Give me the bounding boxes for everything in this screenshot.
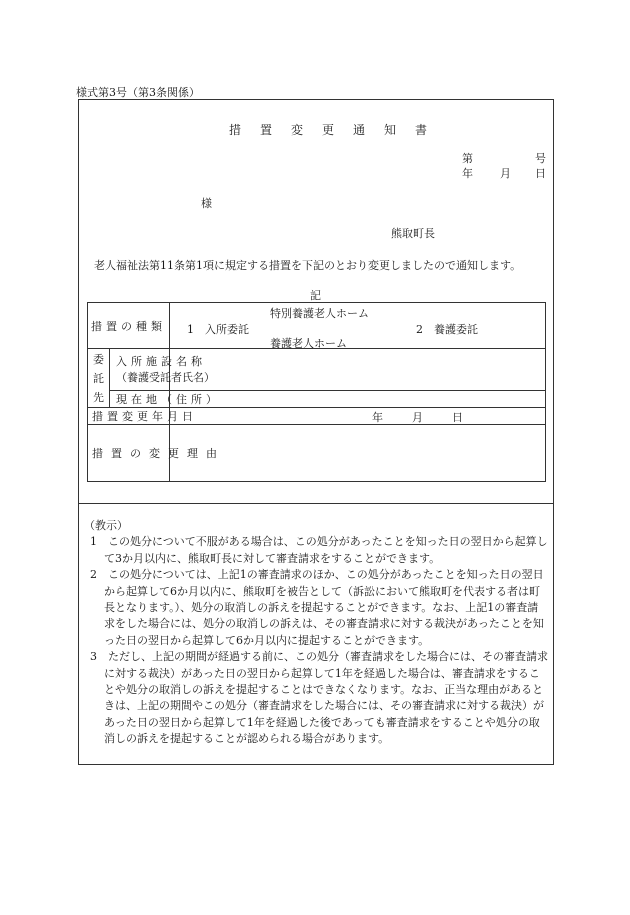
change-reason-value-cell bbox=[170, 425, 546, 482]
ki-label: 記 bbox=[310, 289, 321, 302]
date-year: 年 bbox=[462, 167, 473, 180]
table-row bbox=[88, 408, 546, 425]
change-reason-label: 措置の変更理由 bbox=[92, 447, 225, 460]
notice-item-1: 1 この処分について不服がある場合は、この処分があったことを知った日の翌日から起算して3か月以内に、熊取町長に対して審査請求をすることができます。 bbox=[90, 535, 548, 565]
entrust-label-cell bbox=[88, 349, 110, 408]
option-2: 2 養護委託 bbox=[416, 323, 478, 336]
measure-type-label-cell bbox=[88, 303, 170, 349]
notice-item-3: 3 ただし、上記の期間が経過する前に、この処分（審査請求をした場合には、その審査請求に対する裁決）があった日の翌日から起算して1年を経過した場合は、審査請求をすることや処分の取消しの訴えを提起することはできなくなります。なお、正当な理由があるときは、上記の期間やこの処分（審査請求をした場合には、その審査請求に対する裁決）があった日の翌日から起算して1年を経過した後であっても審査請求をすることや処分の取消しの訴えを提起することが認められる場合があります。 bbox=[90, 650, 548, 746]
measure-table bbox=[87, 302, 546, 482]
table-row bbox=[88, 391, 546, 408]
address-label-cell bbox=[110, 391, 221, 408]
facility-top: 特別養護老人ホーム bbox=[270, 307, 369, 320]
change-reason-label-cell bbox=[88, 425, 225, 482]
change-date-year: 年 bbox=[372, 411, 383, 424]
section-divider bbox=[78, 503, 554, 504]
address-label: 現在地（住所） bbox=[116, 393, 221, 406]
issuer-name: 熊取町長 bbox=[391, 227, 435, 240]
date-month: 月 bbox=[500, 167, 511, 180]
addressee-suffix: 様 bbox=[201, 197, 212, 210]
measure-type-value-cell bbox=[170, 303, 546, 349]
table-row bbox=[88, 303, 546, 349]
facility-name-label: 入所施設名称 bbox=[116, 354, 206, 368]
notice-item-2: 2 この処分については、上記1の審査請求のほか、この処分があったことを知った日の翌日から起算して6か月以内に、熊取町を被告として（訴訟において熊取町を代表する者は町長となります。）、処分の取消しの訴えを提起することができます。なお、上記1の審査請求をした場合には、処分の取消しの訴えは、その審査請求に対する裁決があったことを知った日の翌日から起算して6か月以内に提起することができます。 bbox=[90, 568, 544, 647]
entrust-label: 委託先 bbox=[93, 352, 104, 404]
facility-name-label-cell bbox=[110, 349, 215, 391]
change-date-label-cell bbox=[88, 408, 197, 425]
facility-bottom: 養護老人ホーム bbox=[270, 337, 347, 350]
caretaker-label: （養護受託者氏名） bbox=[116, 370, 215, 384]
intro-text: 老人福祉法第11条第1項に規定する措置を下記のとおり変更しましたので通知します。 bbox=[94, 259, 522, 272]
address-value-cell bbox=[170, 391, 546, 408]
table-row bbox=[88, 425, 546, 482]
number-prefix: 第 bbox=[462, 152, 473, 165]
number-suffix: 号 bbox=[535, 152, 546, 165]
change-date-month: 月 bbox=[412, 411, 423, 424]
measure-type-label: 措置の種類 bbox=[91, 319, 166, 333]
option-1: 1 入所委託 bbox=[187, 323, 249, 336]
document-title: 措置変更通知書 bbox=[229, 123, 447, 137]
notice-heading: （教示） bbox=[84, 519, 128, 532]
change-date-day: 日 bbox=[452, 411, 463, 424]
change-date-label: 措置変更年月日 bbox=[92, 410, 197, 423]
appeal-notice bbox=[78, 518, 554, 748]
change-date-value-cell bbox=[170, 408, 546, 425]
date-day: 日 bbox=[535, 167, 546, 180]
table-row bbox=[88, 349, 546, 391]
facility-name-value-cell bbox=[170, 349, 546, 391]
form-number-label: 様式第3号（第3条関係） bbox=[76, 86, 200, 99]
